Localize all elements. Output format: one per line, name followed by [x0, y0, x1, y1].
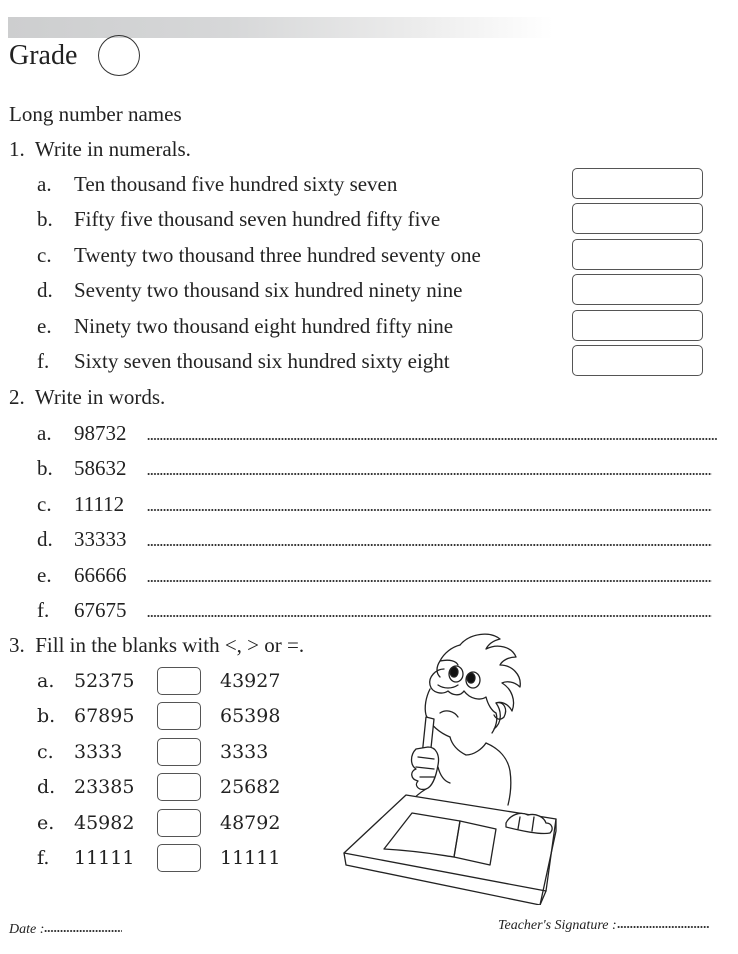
- numeral-answer-box[interactable]: [572, 239, 703, 270]
- right-number: 43927: [220, 670, 281, 692]
- comparison-answer-box[interactable]: [157, 702, 201, 730]
- right-number: 48792: [220, 812, 281, 834]
- section1-heading: 1. Write in numerals.: [9, 137, 191, 161]
- numeral-answer-box[interactable]: [572, 203, 703, 234]
- item-letter: d.: [37, 527, 53, 551]
- header-bar: [8, 17, 553, 38]
- comparison-answer-box[interactable]: [157, 738, 201, 766]
- numeral-answer-box[interactable]: [572, 168, 703, 199]
- number-name-text: Fifty five thousand seven hundred fifty five: [74, 207, 441, 231]
- number-name-text: Sixty seven thousand six hundred sixty eight: [74, 349, 450, 373]
- item-letter: e.: [37, 812, 55, 834]
- item-letter: f.: [37, 349, 50, 373]
- item-letter: c.: [37, 492, 52, 516]
- item-letter: d.: [37, 278, 53, 302]
- section3-heading: 3. Fill in the blanks with <, > or =.: [9, 633, 305, 657]
- item-letter: b.: [37, 456, 53, 480]
- item-letter: f.: [37, 847, 50, 869]
- date-label: Date :: [9, 922, 45, 937]
- number-value: 58632: [74, 456, 127, 480]
- item-letter: a.: [37, 172, 52, 196]
- item-letter: b.: [37, 207, 53, 231]
- item-letter: c.: [37, 741, 54, 763]
- number-name-text: Ninety two thousand eight hundred fifty nine: [74, 314, 454, 338]
- date-blank[interactable]: [44, 930, 122, 932]
- number-value: 11112: [74, 492, 125, 516]
- item-letter: a.: [37, 421, 52, 445]
- words-answer-line[interactable]: [147, 438, 717, 440]
- number-name-text: Ten thousand five hundred sixty seven: [74, 172, 398, 196]
- number-value: 33333: [74, 527, 127, 551]
- numeral-answer-box[interactable]: [572, 345, 703, 376]
- comparison-answer-box[interactable]: [157, 809, 201, 837]
- signature-field[interactable]: [498, 917, 709, 935]
- item-letter: e.: [37, 563, 52, 587]
- number-name-text: Seventy two thousand six hundred ninety nine: [74, 278, 463, 302]
- item-letter: a.: [37, 670, 55, 692]
- worksheet-title: Long number names: [9, 102, 182, 126]
- grade-circle-field[interactable]: [98, 35, 140, 76]
- signature-blank[interactable]: [617, 926, 709, 928]
- left-number: 67895: [74, 705, 135, 727]
- right-number: 25682: [220, 776, 281, 798]
- words-answer-line[interactable]: [147, 544, 712, 546]
- thinking-boy-illustration-icon: [340, 625, 560, 905]
- number-name-text: Twenty two thousand three hundred seventy one: [74, 243, 481, 267]
- number-value: 67675: [74, 598, 127, 622]
- number-value: 66666: [74, 563, 127, 587]
- signature-label: Teacher's Signature :: [498, 918, 617, 933]
- words-answer-line[interactable]: [147, 580, 712, 582]
- section2-heading: 2. Write in words.: [9, 385, 166, 409]
- right-number: 11111: [220, 847, 281, 869]
- item-letter: e.: [37, 314, 52, 338]
- comparison-answer-box[interactable]: [157, 773, 201, 801]
- date-field[interactable]: [9, 921, 122, 939]
- numeral-answer-box[interactable]: [572, 310, 703, 341]
- item-letter: f.: [37, 598, 50, 622]
- item-letter: d.: [37, 776, 56, 798]
- right-number: 65398: [220, 705, 281, 727]
- number-value: 98732: [74, 421, 127, 445]
- item-letter: b.: [37, 705, 56, 727]
- right-number: 3333: [220, 741, 269, 763]
- words-answer-line[interactable]: [147, 473, 712, 475]
- comparison-answer-box[interactable]: [157, 667, 201, 695]
- words-answer-line[interactable]: [147, 615, 712, 617]
- left-number: 11111: [74, 847, 135, 869]
- numeral-answer-box[interactable]: [572, 274, 703, 305]
- left-number: 45982: [74, 812, 135, 834]
- grade-label: Grade: [9, 40, 78, 71]
- comparison-answer-box[interactable]: [157, 844, 201, 872]
- item-letter: c.: [37, 243, 52, 267]
- left-number: 52375: [74, 670, 135, 692]
- left-number: 3333: [74, 741, 123, 763]
- left-number: 23385: [74, 776, 135, 798]
- words-answer-line[interactable]: [147, 509, 712, 511]
